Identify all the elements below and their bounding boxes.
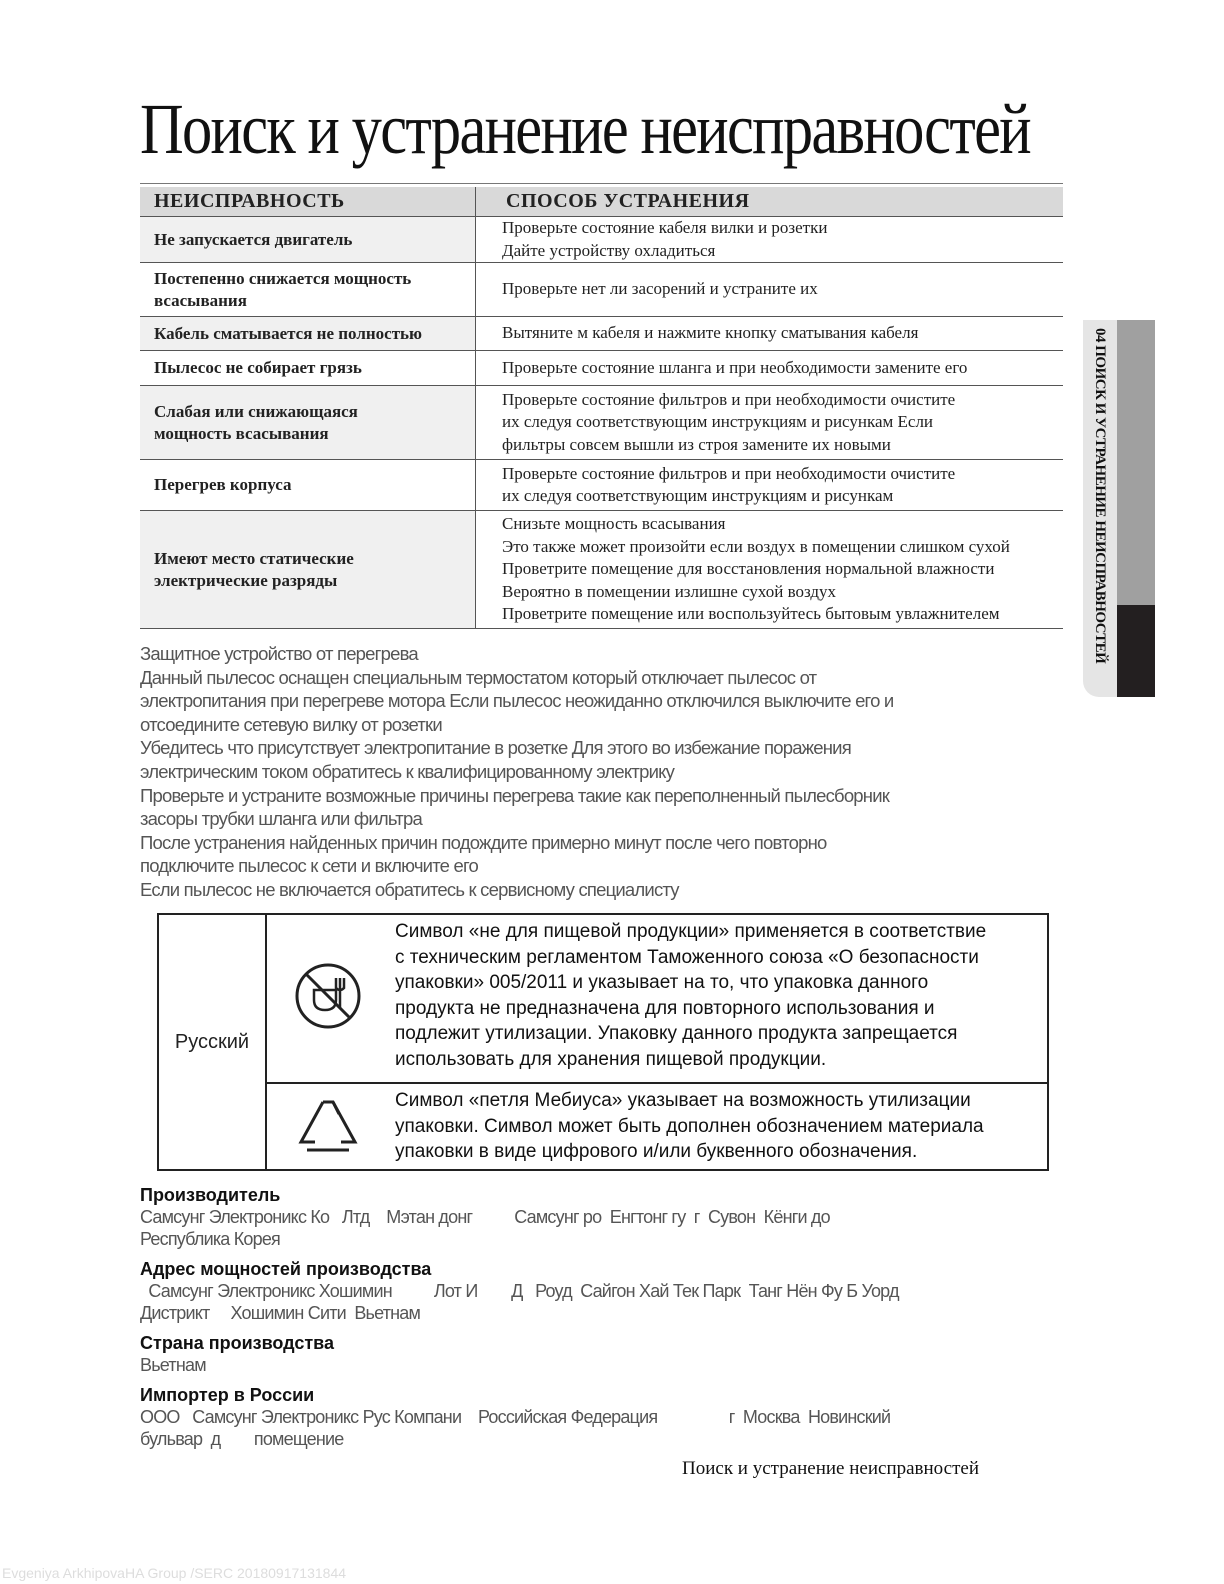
chapter-side-tab — [1083, 320, 1155, 697]
problem-cell — [140, 511, 476, 629]
text-line: Символ «петля Мебиуса» указывает на возможность утилизации — [395, 1090, 971, 1111]
problem-cell — [140, 317, 476, 351]
manufacturer-info — [140, 1184, 899, 1458]
problem-text: мощность всасывания — [154, 423, 329, 443]
solution-text: Вытяните м кабеля и нажмите кнопку сматывания кабеля — [502, 323, 919, 343]
paragraph-line: электропитания при перегреве мотора Если пылесос неожиданно отключился выключите его и — [140, 690, 894, 712]
problem-text: Пылесос не собирает грязь — [154, 358, 362, 377]
food-symbol-text — [395, 919, 1027, 1072]
page-footer: Поиск и устранение неисправностей — [682, 1458, 979, 1479]
table-row — [140, 386, 1063, 460]
problem-cell — [140, 217, 476, 263]
mobius-loop-icon — [295, 1096, 361, 1156]
text-line: упаковки. Символ может быть дополнен обозначением материала — [395, 1115, 984, 1137]
table-row — [140, 263, 1063, 317]
info-group — [140, 1258, 899, 1324]
solution-text: фильтры совсем вышли из строя замените их новыми — [502, 434, 891, 454]
info-line: Дистрикт Хошимин Сити Вьетнам — [140, 1303, 421, 1323]
title-divider — [140, 183, 1063, 184]
info-heading: Импортер в России — [140, 1385, 315, 1405]
solution-cell — [476, 460, 1064, 511]
solution-cell — [476, 386, 1064, 460]
food-symbol-row — [267, 915, 1047, 1084]
info-line: Самсунг Электроникс Хошимин Лот И Д Роуд Сайгон Хай Тек Парк Танг Нён Фу Б Уорд — [140, 1281, 899, 1301]
text-line: подлежит утилизации. Упаковку данного продукта запрещается — [395, 1023, 958, 1044]
info-line: бульвар д помещение — [140, 1429, 344, 1449]
info-line: ООО Самсунг Электроникс Рус Компани Российская Федерация г Москва Новинский — [140, 1407, 891, 1427]
problem-text: Кабель сматывается не полностью — [154, 323, 423, 343]
info-heading: Производитель — [140, 1185, 281, 1205]
text-line: упаковки в виде цифрового и/или буквенного обозначения. — [395, 1141, 918, 1162]
paragraph-line: Проверьте и устраните возможные причины перегрева такие как переполненный пылесборник — [140, 784, 890, 806]
solution-text: Проверьте состояние фильтров и при необходимости очистите — [502, 463, 956, 483]
solution-text: Это также может произойти если воздух в помещении слишком сухой — [502, 536, 1010, 556]
text-line: упаковки» 005/2011 и указывает на то, что упаковка данного — [395, 972, 929, 993]
solution-text: Проветрите помещение для восстановления нормальной влажности — [502, 559, 995, 579]
mobius-symbol-row — [267, 1084, 1047, 1169]
paragraph-line: засоры трубки шланга или фильтра — [140, 808, 422, 830]
problem-text: Слабая или снижающаяся — [154, 401, 358, 421]
solution-cell — [476, 511, 1064, 629]
info-line: Самсунг Электроникс Ко Лтд Мэтан донг Самсунг ро Енгтонг гу г Сувон Кёнги до — [140, 1207, 830, 1227]
page-title: Поиск и устранение неисправностей — [140, 89, 1030, 169]
table-row — [140, 460, 1063, 511]
troubleshooting-table — [140, 187, 1063, 629]
solution-text: Проверьте состояние шланга и при необходимости замените его — [502, 357, 968, 377]
solution-text: Снизьте мощность всасывания — [502, 514, 726, 534]
language-label: Русский — [159, 915, 267, 1169]
problem-cell — [140, 386, 476, 460]
info-group — [140, 1184, 899, 1250]
solution-cell — [476, 351, 1064, 386]
paragraph-line: отсоедините сетевую вилку от розетки — [140, 713, 442, 735]
info-heading: Страна производства — [140, 1333, 335, 1353]
problem-cell — [140, 351, 476, 386]
solution-text: Проверьте нет ли засорений и устраните их — [502, 279, 818, 299]
solution-text: Проветрите помещение или воспользуйтесь бытовым увлажнителем — [502, 604, 1000, 624]
solution-cell — [476, 317, 1064, 351]
paragraph-line: электрическим током обратитесь к квалифицированному электрику — [140, 760, 675, 782]
text-line: продукта не предназначена для повторного использования и — [395, 997, 935, 1019]
paragraph-line: Защитное устройство от перегрева — [140, 643, 418, 664]
problem-cell — [140, 460, 476, 511]
paragraph-line: Данный пылесос оснащен специальным термостатом который отключает пылесос от — [140, 666, 817, 688]
problem-text: Постепенно снижается мощность — [154, 268, 412, 288]
table-row — [140, 217, 1063, 263]
info-group — [140, 1384, 899, 1450]
text-line: использовать для хранения пищевой продукции. — [395, 1048, 827, 1070]
solution-text: их следуя соответствующим инструкциям и рисункам Если — [502, 412, 934, 432]
paragraph-line: подключите пылесос к сети и включите его — [140, 855, 479, 877]
text-line: с техническим регламентом Таможенного союза «О безопасности — [395, 946, 979, 968]
solution-text: Проверьте состояние кабеля вилки и розетки — [502, 218, 828, 237]
problem-text: Имеют место статические — [154, 548, 354, 568]
info-group — [140, 1332, 899, 1376]
chapter-label: 04 ПОИСК И УСТРАНЕНИЕ НЕИСПРАВНОСТЕЙ — [1092, 328, 1108, 664]
problem-cell — [140, 263, 476, 317]
problem-text: всасывания — [154, 290, 247, 310]
problem-text: электрические разряды — [154, 570, 338, 590]
solution-cell — [476, 217, 1064, 263]
paragraph-line: Убедитесь что присутствует электропитание в розетке Для этого во избежание поражения — [140, 737, 851, 759]
solution-text: Вероятно в помещении излишне сухой воздух — [502, 581, 837, 601]
problem-text: Не запускается двигатель — [154, 229, 353, 249]
packaging-symbols-box — [157, 913, 1049, 1171]
overheat-protection-text — [140, 642, 893, 902]
info-line: Вьетнам — [140, 1355, 206, 1375]
problem-text: Перегрев корпуса — [154, 475, 292, 494]
info-heading: Адрес мощностей производства — [140, 1259, 432, 1279]
text-line: Символ «не для пищевой продукции» применяется в соответствие — [395, 921, 987, 942]
solution-text: Дайте устройству охладиться — [502, 240, 716, 260]
solution-text: их следуя соответствующим инструкциям и рисункам — [502, 486, 894, 505]
solution-cell — [476, 263, 1064, 317]
paragraph-line: Если пылесос не включается обратитесь к сервисному специалисту — [140, 878, 679, 900]
column-header-problem: НЕИСПРАВНОСТЬ — [140, 187, 476, 217]
table-row — [140, 317, 1063, 351]
paragraph-line: После устранения найденных причин подождите примерно минут после чего повторно — [140, 831, 827, 853]
table-row — [140, 511, 1063, 629]
watermark: Evgeniya ArkhipovaHA Group /SERC 20180917131844 — [2, 1565, 347, 1581]
table-row — [140, 351, 1063, 386]
solution-text: Проверьте состояние фильтров и при необходимости очистите — [502, 389, 956, 409]
info-line: Республика Корея — [140, 1229, 280, 1249]
column-header-solution: СПОСОБ УСТРАНЕНИЯ — [476, 187, 1064, 217]
mobius-symbol-text — [395, 1088, 1027, 1165]
not-for-food-icon — [292, 960, 364, 1032]
